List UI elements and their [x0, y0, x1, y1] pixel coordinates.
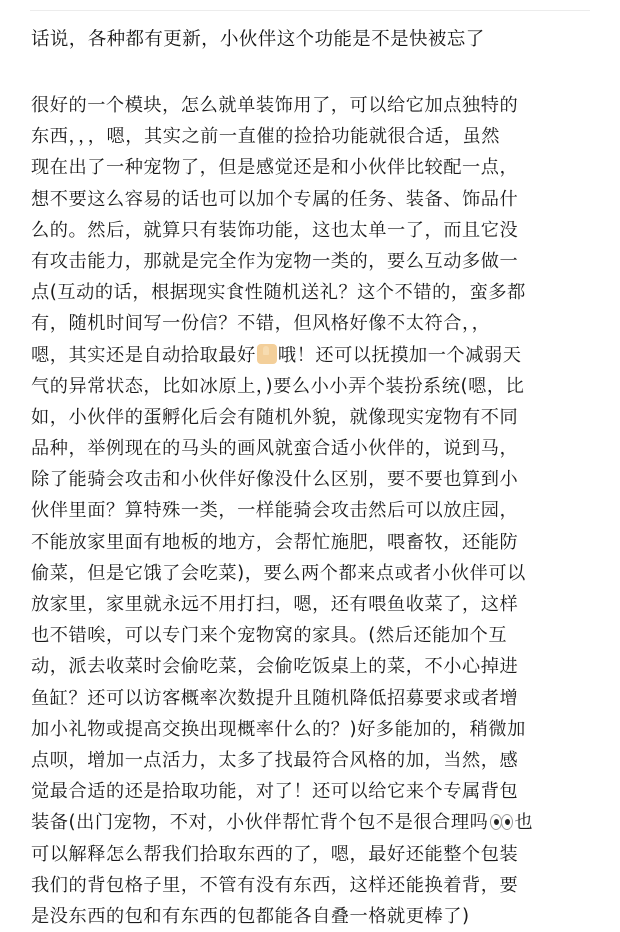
body-line: 我们的背包格子里，不管有没有东西，这样还能换着背，要: [31, 874, 519, 896]
body-line: 偷菜，但是它饿了会吃菜)，要么两个都来点或者小伙伴可以: [31, 562, 526, 584]
body-line: 不能放家里面有地板的地方，会帮忙施肥，喂畜牧，还能防: [31, 531, 519, 553]
body-line: 点(互动的话，根据现实食性随机送礼？这个不错的，蛮多都: [31, 282, 526, 304]
body-line: 觉最合适的还是拾取功能，对了！还可以给它来个专属背包: [31, 781, 519, 803]
post-title: 话说，各种都有更新，小伙伴这个功能是不是快被忘了: [31, 29, 485, 50]
body-line: 也不错唉，可以专门来个宠物窝的家具。(然后还能加个互: [31, 625, 508, 647]
body-line-with-emoji: [31, 807, 591, 838]
body-line: 么的。然后，就算只有装饰功能，这也太单一了，而且它没: [31, 219, 519, 241]
body-line: 很好的一个模块，怎么就单装饰用了，可以给它加点独特的: [31, 95, 519, 116]
body-line: 品种，举例现在的马头的画风就蛮合适小伙伴的，说到马，: [31, 438, 519, 460]
body-line: 有攻击能力，那就是完全作为宠物一类的，要么互动多做一: [31, 250, 519, 272]
body-line: 现在出了一种宠物了，但是感觉还是和小伙伴比较配一点，: [31, 157, 519, 179]
body-line: 动，派去收菜时会偷吃菜，会偷吃饭桌上的菜，不小心掉进: [31, 656, 519, 678]
body-line: 是没东西的包和有东西的包都能各自叠一格就更棒了): [31, 905, 470, 927]
body-line: 伙伴里面？算特殊一类，一样能骑会攻击然后可以放庄园，: [31, 500, 519, 522]
body-line: 气的异常状态，比如冰原上，)要么小小弄个装扮系统(嗯，比: [31, 375, 525, 397]
body-line: 有，随机时间写一份信？不错，但风格好像不太符合，，: [31, 313, 491, 335]
eyes-icon: [489, 811, 513, 831]
body-line: 东西，，，嗯，其实之前一直催的捡拾功能就很合适，虽然: [31, 126, 500, 148]
body-line: 加小礼物或提高交换出现概率什么的？)好多能加的，稍微加: [31, 718, 526, 740]
body-line: 如，小伙伴的蛋孵化后会有随机外貌，就像现实宠物有不同: [31, 406, 519, 428]
body-line: 放家里，家里就永远不用打扫，嗯，还有喂鱼收菜了，这样: [31, 594, 519, 615]
body-line: 可以解释怎么帮我们拾取东西的了，嗯，最好还能整个包装: [31, 843, 519, 865]
body-line: 除了能骑会攻击和小伙伴好像没什么区别，要不要也算到小: [31, 469, 519, 491]
body-line: 点呗，增加一点活力，太多了找最符合风格的加，当然，感: [31, 749, 519, 771]
post-body: [31, 90, 591, 932]
right-eye-icon: [501, 814, 513, 830]
body-line: 想不要这么容易的话也可以加个专属的任务、装备、饰品什: [31, 188, 519, 210]
body-line-segment: 也: [514, 812, 534, 834]
body-line-with-emoji: [31, 340, 591, 371]
body-line: 鱼缸？还可以访客概率次数提升且随机降低招募要求或者增: [31, 687, 519, 709]
thumbs-up-icon: [257, 344, 277, 364]
top-divider: [30, 10, 590, 11]
body-line-segment: 嗯，其实还是自动拾取最好: [31, 344, 256, 366]
body-line-segment: 装备(出门宠物，不对，小伙伴帮忙背个包不是很合理吗: [31, 812, 489, 834]
body-line-segment: 哦！还可以抚摸加一个减弱天: [277, 344, 522, 366]
